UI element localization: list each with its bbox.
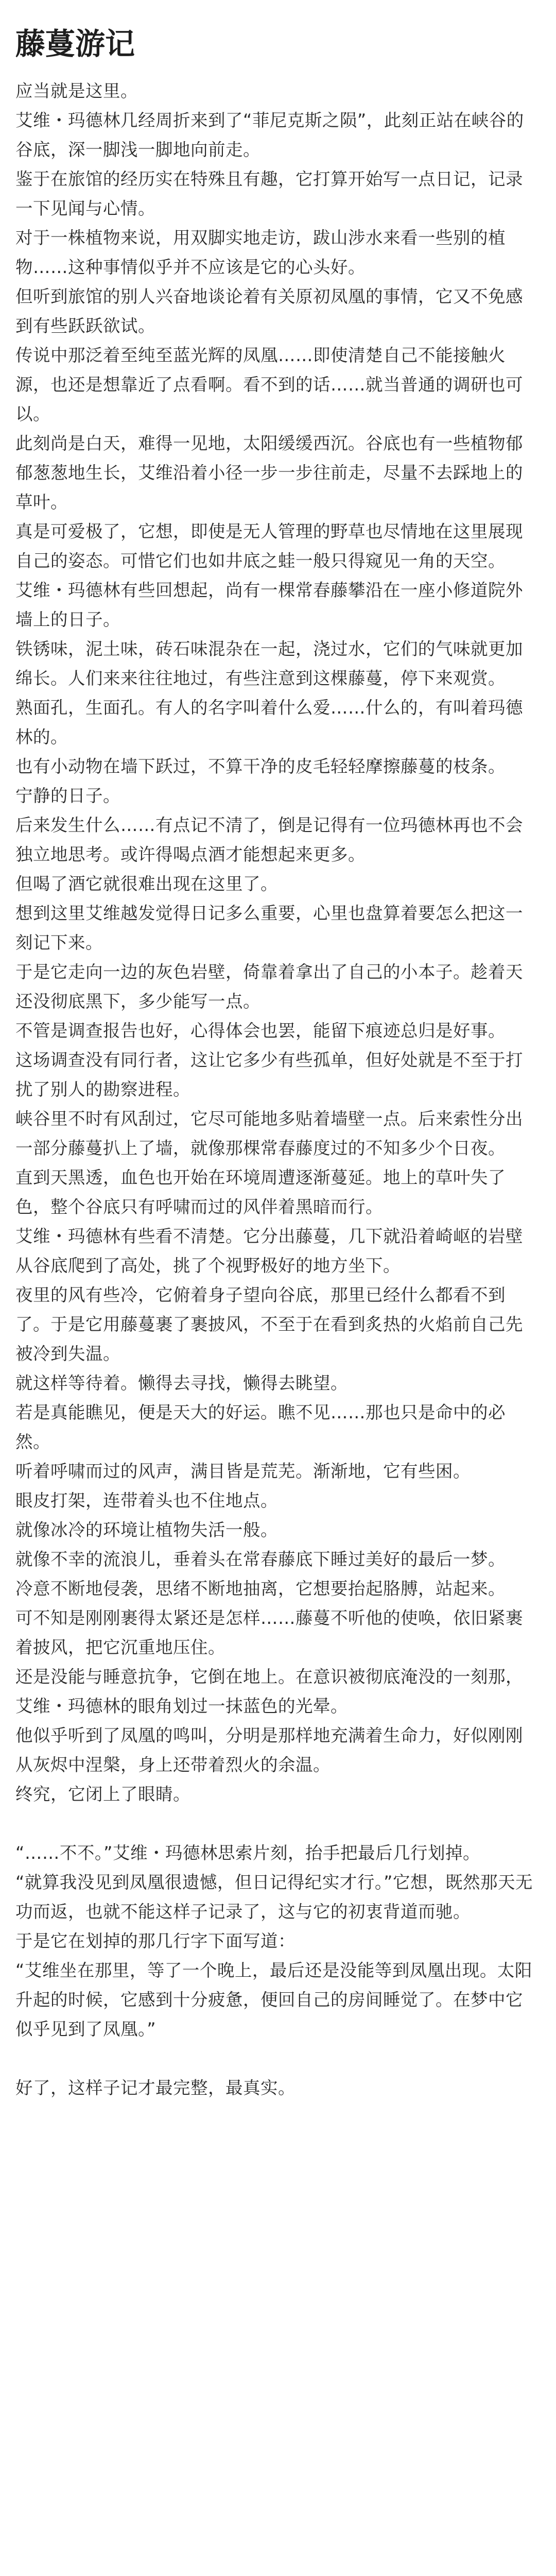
paragraph: 他似乎听到了凤凰的鸣叫，分明是那样地充满着生命力，好似刚刚从灰烬中涅槃，身上还带着烈火的余温。 [15,1725,523,1775]
paragraph: 就像冰冷的环境让植物失活一般。 [15,1520,278,1540]
paragraph: 峡谷里不时有风刮过，它尽可能地多贴着墙壁一点。后来索性分出一部分藤蔓扒上了墙，就像那棵常春藤度过的不知多少个日夜。 [15,1109,523,1158]
paragraph: “就算我没见到凤凰很遗憾，但日记得纪实才行。”它想，既然那天无功而返，也就不能这样子记录了，这与它的初衷背道而驰。 [15,1872,533,1922]
page-title: 藤蔓游记 [15,26,135,61]
blank-line [15,1809,537,1838]
paragraph: 对于一株植物来说，用双脚实地走访，跋山涉水来看一些别的植物……这种事情似乎并不应该是它的心头好。 [15,228,506,277]
paragraph: 铁锈味，泥土味，砖石味混杂在一起，浇过水，它们的气味就更加绵长。人们来来往往地过，有些注意到这棵藤蔓，停下来观赏。 [15,639,523,688]
paragraph: 艾维・玛德林几经周折来到了“菲尼克斯之陨”，此刻正站在峡谷的谷底，深一脚浅一脚地向前走。 [15,110,524,160]
paragraph: 这场调查没有同行者，这让它多少有些孤单，但好处就是不至于打扰了别人的勘察进程。 [15,1050,523,1099]
paragraph: 真是可爱极了，它想，即使是无人管理的野草也尽情地在这里展现自己的姿态。可惜它们也如井底之蛙一般只得窥见一角的天空。 [15,521,523,571]
diary-body [15,76,537,2103]
paragraph: 就这样等待着。懒得去寻找，懒得去眺望。 [15,1373,348,1393]
paragraph: 艾维・玛德林有些回想起，尚有一棵常春藤攀沿在一座小修道院外墙上的日子。 [15,580,523,630]
paragraph: 夜里的风有些冷，它俯着身子望向谷底，那里已经什么都看不到了。于是它用藤蔓裹了裹披风，不至于在看到炙热的火焰前自己先被冷到失温。 [15,1285,523,1364]
paragraph: 宁静的日子。 [15,786,120,806]
paragraph: 传说中那泛着至纯至蓝光辉的凤凰……即使清楚自己不能接触火源，也还是想靠近了点看啊。看不到的话……就当普通的调研也可以。 [15,345,523,424]
paragraph: 后来发生什么……有点记不清了，倒是记得有一位玛德林再也不会独立地思考。或许得喝点酒才能想起来更多。 [15,815,523,865]
paragraph: 想到这里艾维越发觉得日记多么重要，心里也盘算着要怎么把这一刻记下来。 [15,903,523,953]
paragraph: 眼皮打架，连带着头也不住地点。 [15,1490,278,1511]
paragraph: 艾维・玛德林有些看不清楚。它分出藤蔓，几下就沿着崎岖的岩壁从谷底爬到了高处，挑了个视野极好的地方坐下。 [15,1226,523,1276]
paragraph: 鉴于在旅馆的经历实在特殊且有趣，它打算开始写一点日记，记录一下见闻与心情。 [15,169,523,218]
paragraph: 此刻尚是白天，难得一见地，太阳缓缓西沉。谷底也有一些植物郁郁葱葱地生长，艾维沿着小径一步一步往前走，尽量不去踩地上的草叶。 [15,433,523,512]
paragraph: 可不知是刚刚裹得太紧还是怎样……藤蔓不听他的使唤，依旧紧裹着披风，把它沉重地压住。 [15,1608,523,1657]
paragraph: 应当就是这里。 [15,81,138,101]
paragraph: “艾维坐在那里，等了一个晚上，最后还是没能等到凤凰出现。太阳升起的时候，它感到十分疲惫，便回自己的房间睡觉了。在梦中它似乎见到了凤凰。” [15,1960,532,2039]
paragraph: 冷意不断地侵袭，思绪不断地抽离，它想要抬起胳膊，站起来。 [15,1579,506,1599]
paragraph: “……不不。”艾维・玛德林思索片刻，抬手把最后几行划掉。 [15,1843,480,1863]
paragraph: 还是没能与睡意抗争，它倒在地上。在意识被彻底淹没的一刻那，艾维・玛德林的眼角划过一抹蓝色的光晕。 [15,1667,523,1716]
paragraph: 也有小动物在墙下跃过，不算干净的皮毛轻轻摩擦藤蔓的枝条。 [15,756,506,776]
paragraph: 终究，它闭上了眼睛。 [15,1784,190,1804]
paragraph: 不管是调查报告也好，心得体会也罢，能留下痕迹总归是好事。 [15,1021,506,1041]
blank-line [15,2044,537,2073]
paragraph: 听着呼啸而过的风声，满目皆是荒芜。渐渐地，它有些困。 [15,1461,471,1481]
paragraph: 于是它走向一边的灰色岩壁，倚靠着拿出了自己的小本子。趁着天还没彻底黑下，多少能写一点。 [15,962,523,1011]
paragraph: 但喝了酒它就很难出现在这里了。 [15,874,278,894]
paragraph: 但听到旅馆的别人兴奋地谈论着有关原初凤凰的事情，它又不免感到有些跃跃欲试。 [15,286,523,336]
paragraph: 熟面孔，生面孔。有人的名字叫着什么爱……什么的，有叫着玛德林的。 [15,698,523,747]
paragraph: 直到天黑透，血色也开始在环境周遭逐渐蔓延。地上的草叶失了色，整个谷底只有呼啸而过的风伴着黑暗而行。 [15,1167,506,1217]
paragraph: 好了，这样子记才最完整，最真实。 [15,2078,296,2098]
paragraph: 于是它在划掉的那几行字下面写道： [15,1931,296,1951]
paragraph: 就像不幸的流浪儿，垂着头在常春藤底下睡过美好的最后一梦。 [15,1549,506,1569]
paragraph: 若是真能瞧见，便是天大的好运。瞧不见……那也只是命中的必然。 [15,1402,506,1452]
